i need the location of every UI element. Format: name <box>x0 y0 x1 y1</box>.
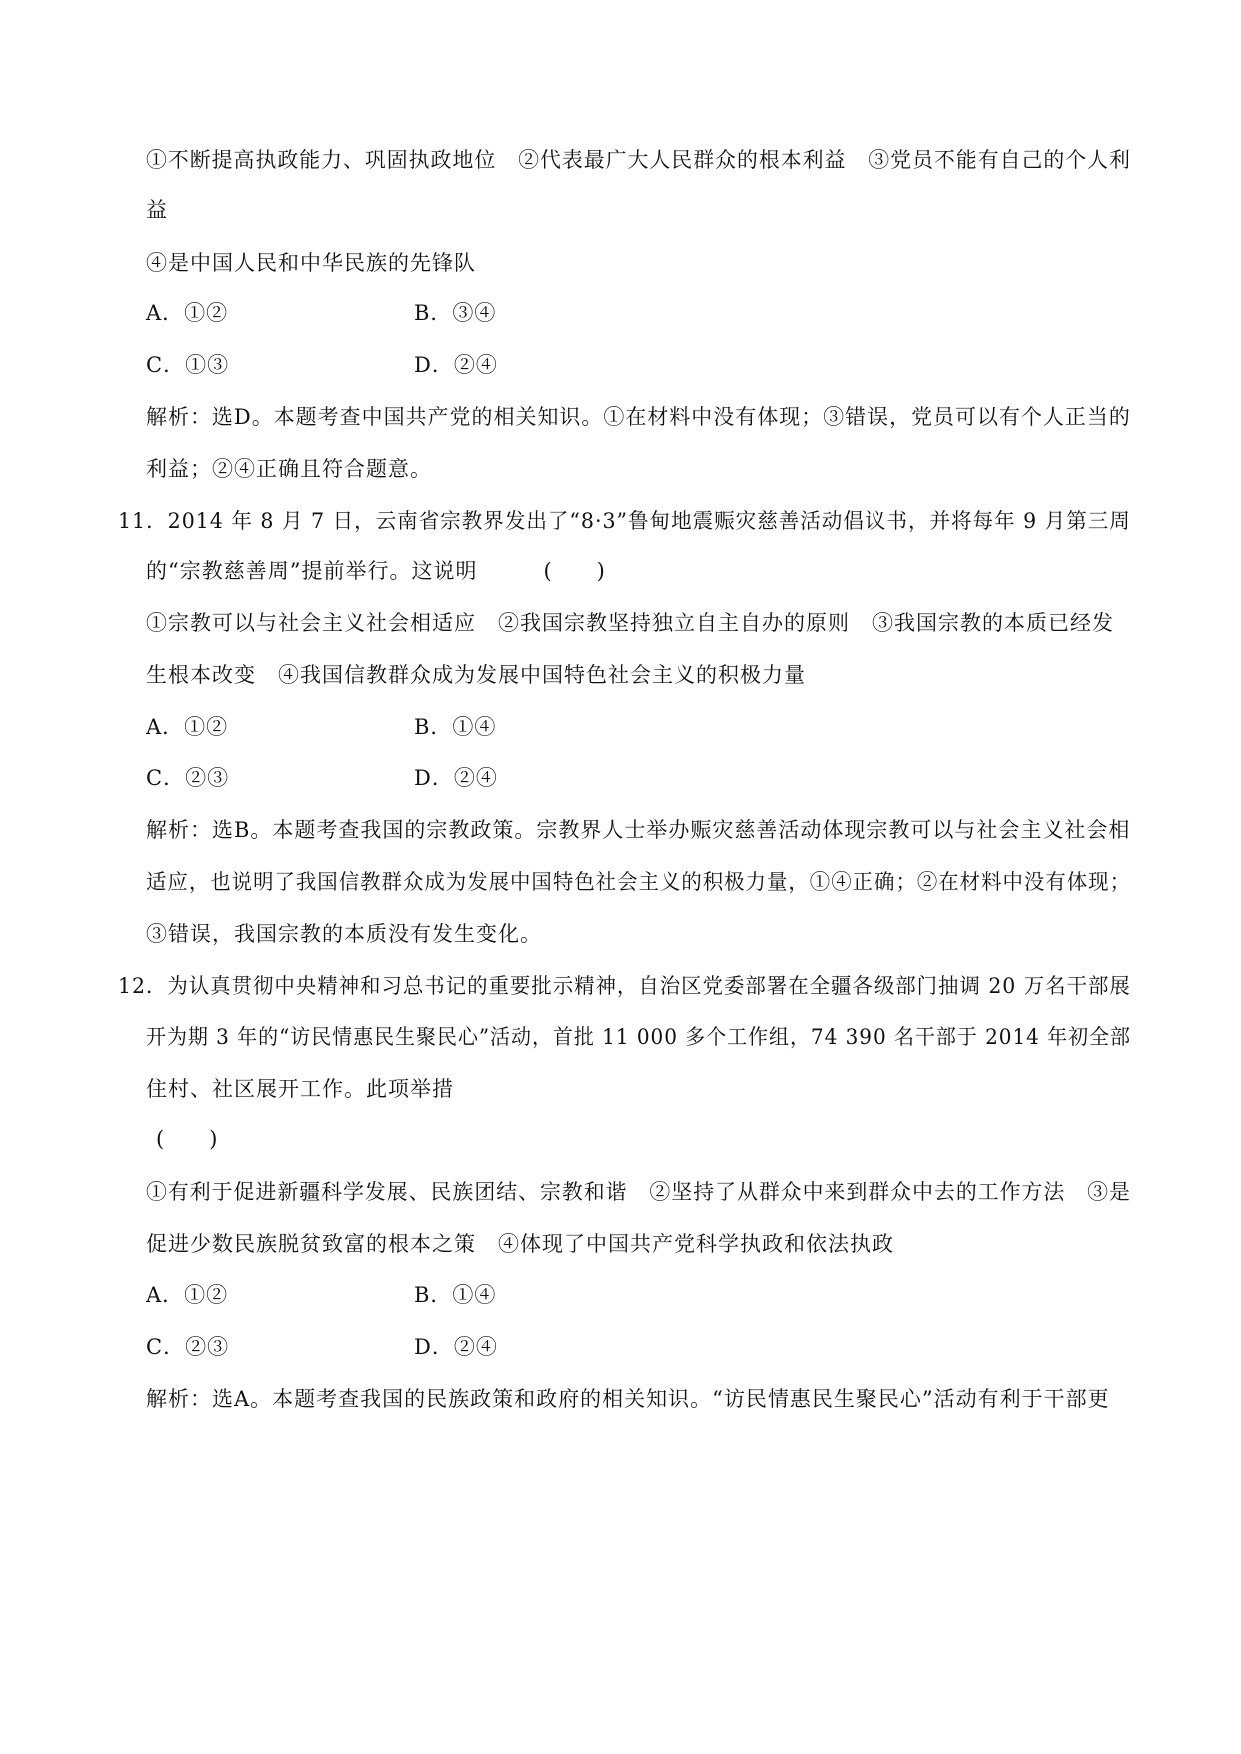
q11-analysis-line1: 解析：选B。本题考查我国的宗教政策。宗教界人士举办赈灾慈善活动体现宗教可以与社会主义社会相 <box>146 818 1131 842</box>
q10-option-c: C．①③ <box>146 353 230 377</box>
q12-stem-line3: 住村、社区展开工作。此项举措 <box>146 1077 454 1101</box>
q10-items-line2: 益 <box>146 198 168 222</box>
q10-option-b: B．③④ <box>414 301 497 325</box>
q12-option-c: C．②③ <box>146 1335 230 1359</box>
q10-analysis-line2: 利益；②④正确且符合题意。 <box>146 457 432 481</box>
q11-option-c: C．②③ <box>146 766 230 790</box>
q12-stem-line2: 开为期 3 年的“访民情惠民生聚民心”活动，首批 11 000 多个工作组，74 390 名干部于 2014 年初全部 <box>146 1025 1131 1049</box>
q11-stem-line1: 11．2014 年 8 月 7 日，云南省宗教界发出了“8·3”鲁甸地震赈灾慈善活动倡议书，并将每年 9 月第三周 <box>118 509 1131 533</box>
q10-items-line3: ④是中国人民和中华民族的先锋队 <box>146 251 476 275</box>
q12-items-line2: 促进少数民族脱贫致富的根本之策 ④体现了中国共产党科学执政和依法执政 <box>146 1232 894 1256</box>
q12-answer-blank: ( ) <box>156 1127 219 1151</box>
q11-analysis-line2: 适应，也说明了我国信教群众成为发展中国特色社会主义的积极力量，①④正确；②在材料中没有体现； <box>146 870 1131 894</box>
q12-analysis-line1: 解析：选A。本题考查我国的民族政策和政府的相关知识。“访民情惠民生聚民心”活动有利于干部更 <box>146 1387 1110 1411</box>
q10-items-line1: ①不断提高执政能力、巩固执政地位 ②代表最广大人民群众的根本利益 ③党员不能有自己的个人利 <box>146 148 1131 172</box>
q11-stem-line2: 的“宗教慈善周”提前举行。这说明 ( ) <box>146 559 606 583</box>
q12-option-d: D．②④ <box>414 1335 498 1359</box>
q10-analysis-line1: 解析：选D。本题考查中国共产党的相关知识。①在材料中没有体现；③错误，党员可以有个人正当的 <box>146 405 1131 429</box>
q11-option-a: A．①② <box>146 715 229 739</box>
q11-analysis-line3: ③错误，我国宗教的本质没有发生变化。 <box>146 922 542 946</box>
q11-items-line1: ①宗教可以与社会主义社会相适应 ②我国宗教坚持独立自主自办的原则 ③我国宗教的本质已经发 <box>146 611 1114 635</box>
q10-option-d: D．②④ <box>414 353 498 377</box>
q12-option-a: A．①② <box>146 1283 229 1307</box>
q11-option-d: D．②④ <box>414 766 498 790</box>
q12-items-line1: ①有利于促进新疆科学发展、民族团结、宗教和谐 ②坚持了从群众中来到群众中去的工作方法 ③是 <box>146 1180 1131 1204</box>
q12-stem-line1: 12．为认真贯彻中央精神和习总书记的重要批示精神，自治区党委部署在全疆各级部门抽调 20 万名干部展 <box>118 974 1131 998</box>
q12-option-b: B．①④ <box>414 1283 497 1307</box>
q11-items-line2: 生根本改变 ④我国信教群众成为发展中国特色社会主义的积极力量 <box>146 663 806 687</box>
q10-option-a: A．①② <box>146 301 229 325</box>
q11-option-b: B．①④ <box>414 715 497 739</box>
